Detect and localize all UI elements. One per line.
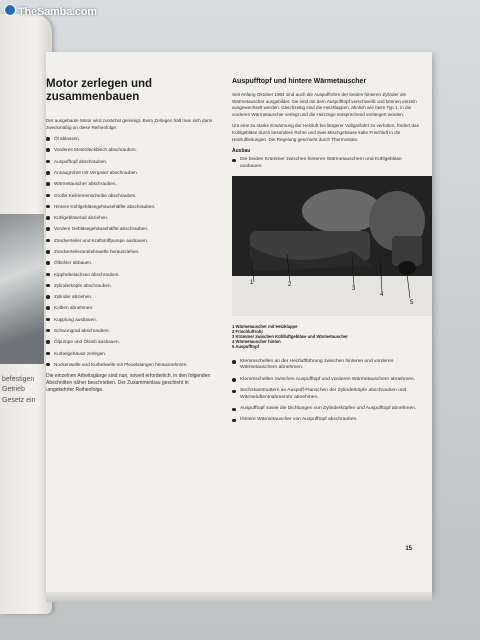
photo-callout: 4	[380, 291, 384, 298]
list-item: Zündverteilerantriebswelle herausziehen.	[46, 249, 214, 255]
intro-paragraph: Der ausgebaute Motor wird zunächst gereinigt. Beim Zerlegen hält man sich dann zweckmäßig an diese Reihenfolge:	[46, 118, 213, 130]
manual-page	[46, 52, 432, 592]
legend-item: 1 Wärmetauscher mit Heizklappe	[232, 323, 298, 329]
section-title: Auspufftopf und hintere Wärmetauscher	[232, 78, 367, 85]
photo-legend	[232, 324, 422, 349]
list-item: Kupplung ausbauen.	[46, 317, 214, 323]
list-item: Sechskantmuttern an Auspuff-Flanschen der Zylinderköpfe abschrauben und Wärmeluftentnahmerohr abnehmen.	[232, 388, 422, 401]
list-item: Kipphebelachsen abschrauben.	[46, 272, 214, 278]
list-item: Zylinderköpfe abschrauben.	[46, 283, 214, 289]
outro-paragraph: Die einzelnen Arbeitsgänge sind nun, soweit erforderlich, in den folgenden Abschnitten näher beschrieben. Der Zusammenbau geschieht in umgekehrter Reihenfolge.	[46, 373, 211, 394]
list-item: Vorderes Motordeckblech abschrauben.	[46, 147, 214, 153]
photo-callout: 3	[352, 285, 356, 292]
list-item: Ansaugrohre mit Vergaser abschrauben.	[46, 170, 214, 176]
list-item: Ölkühler abbauen.	[46, 260, 214, 266]
list-item: Wärmetauscher abschrauben.	[46, 181, 214, 187]
list-item: Vordere Gebläsegehäusehälfte abschrauben.	[46, 226, 214, 232]
list-item: Nockenwelle und Kurbelwelle mit Pleuelstangen herausnehmen.	[46, 362, 214, 368]
list-item: Schwungrad abschrauben.	[46, 328, 214, 334]
disassembly-steps	[46, 136, 214, 367]
list-item: Kurbelgehäuse zerlegen.	[46, 351, 214, 357]
list-item: Die beiden Krümmer zwischen hinteren Wärmetauschern und Kühlgebläse ausbauen.	[232, 157, 422, 170]
legend-item: 4 Wärmetauscher hinten	[232, 338, 281, 344]
section-paragraph: Seit Anfang Oktober 1964 sind auch die Auspuffrohre der beiden hinteren Zylinder als Wärmetauscher ausgebildet. Sie sind mit dem Auspufftopf verschweißt und können einzeln ausgewechselt werden. Gleichzeitig sind die Heizklappen, ähnlich wie beim Typ 1, in die vorderen Wärmetauscher verlegt und die Heizzüge entsprechend verlängert worden.	[232, 92, 417, 117]
watermark-text: TheSamba.com	[18, 6, 97, 18]
list-item: Öl ablassen.	[46, 136, 214, 142]
list-item: Hintere Kühlgebläsegehäusehälfte abschrauben.	[46, 204, 214, 210]
list-item: Auspufftopf abschrauben.	[46, 159, 214, 165]
subsection-title: Ausbau	[232, 148, 251, 155]
engine-illustration	[232, 176, 432, 316]
list-item: Hintere Wärmetauscher von Auspufftopf abschrauben.	[232, 417, 422, 423]
section-paragraph: Um eine zu starke Erwärmung der Heizluft bei längerer Vollgasfahrt zu verhüten, fördert das Kühlgebläse durch besondere Rohre und zwei Mischgehäuse kalte Frischluft in die Heizluftleitungen. Die Regelung geschieht durch Thermostate.	[232, 123, 419, 142]
left-page-fragment: Getrieb	[2, 386, 25, 393]
list-item: Auspufftopf sowie die Dichtungen von Zylinderköpfen und Auspufftopf abnehmen.	[232, 406, 422, 412]
list-item: Zündverteiler und Kraftstoffpumpe ausbauen.	[46, 238, 214, 244]
page-stack-edge	[46, 592, 432, 602]
samba-logo-icon	[4, 4, 16, 16]
left-page-photo	[0, 214, 44, 364]
engine-photo	[232, 176, 432, 316]
left-column	[46, 78, 214, 399]
list-item: Zylinder abziehen.	[46, 294, 214, 300]
left-curled-page	[0, 14, 52, 614]
list-item: Große Keilriemenscheibe abschrauben.	[46, 193, 214, 199]
ausbau-first-step	[232, 157, 422, 170]
photo-callout: 5	[410, 299, 414, 306]
right-column	[232, 78, 422, 429]
page-title: Motor zerlegen und zusammenbauen	[46, 78, 153, 103]
list-item: Kolben abnehmen.	[46, 305, 214, 311]
legend-item: 5 Auspufftopf	[232, 343, 260, 349]
left-page-fragment: befestigen	[2, 376, 35, 383]
list-item: Klemmschellen zwischen Auspufftopf und vorderen Wärmetauschern abnehmen.	[232, 377, 422, 383]
list-item: Kühlgebläserad abziehen.	[46, 215, 214, 221]
left-page-fragment: Gesetz ein	[2, 397, 36, 404]
photo-callout: 2	[288, 281, 292, 288]
watermark	[4, 4, 97, 18]
ausbau-steps	[232, 359, 422, 424]
list-item: Ölpumpe und Ölsieb ausbauen.	[46, 339, 214, 345]
list-item: Klemmschellen an der Heizluftführung zwischen hinteren und vorderen Wärmetauschern abnehmen.	[232, 359, 422, 372]
legend-item: 2 Frischluftrohr	[232, 328, 263, 334]
photo-callout: 1	[250, 279, 254, 286]
legend-item: 3 Krümmer zwischen Kühlluftgebläse und Wärmetauscher	[232, 333, 348, 339]
page-number: 15	[405, 546, 412, 552]
